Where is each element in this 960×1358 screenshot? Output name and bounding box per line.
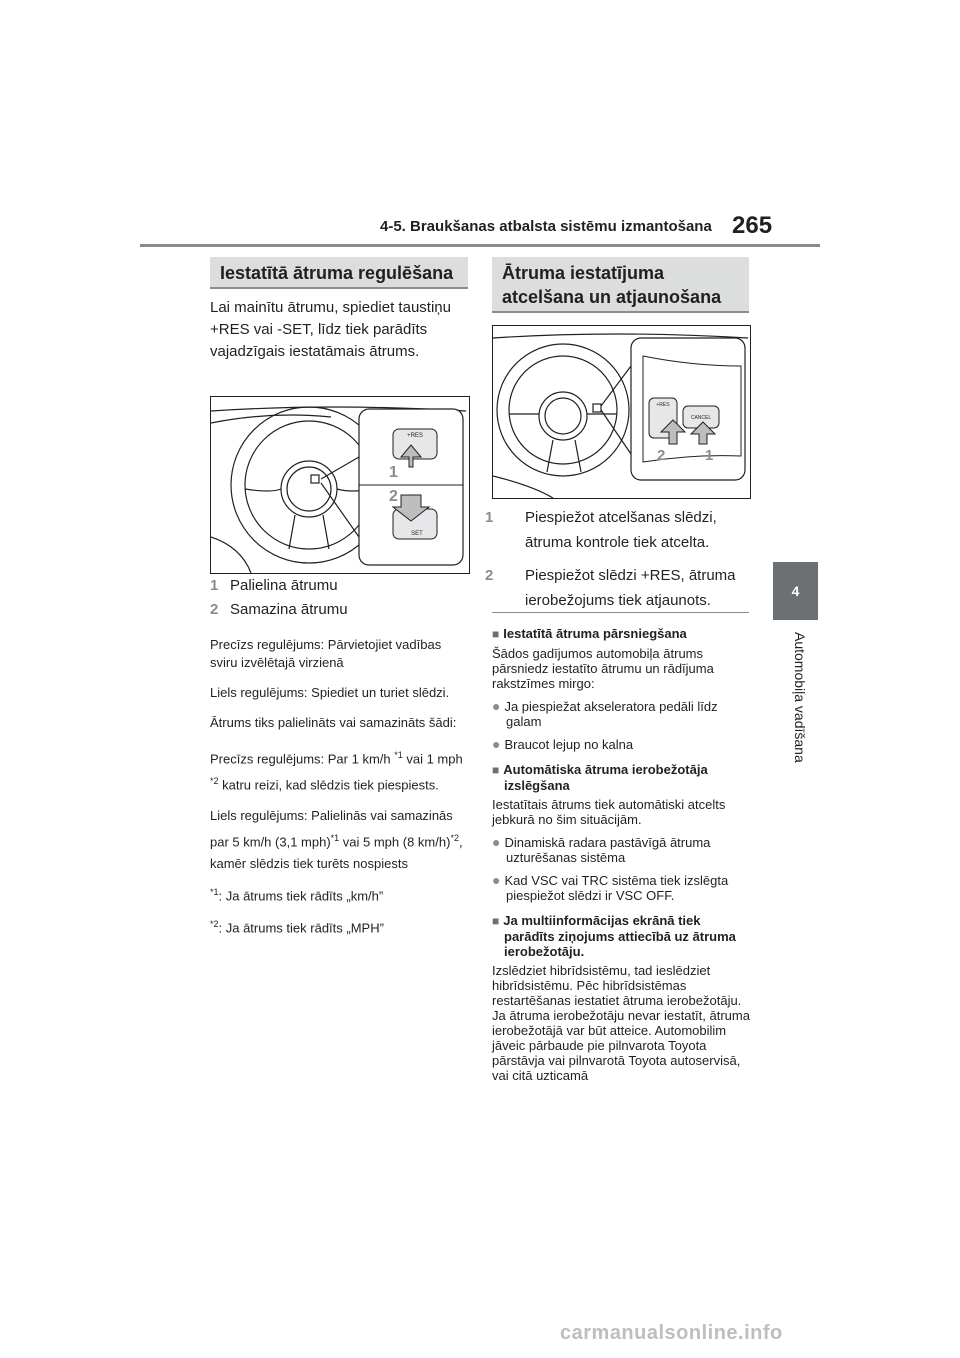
- square-bullet-icon: ■: [492, 763, 500, 777]
- list-item: [485, 505, 750, 555]
- footnote-text: : Ja ātrums tiek rādīts „MPH”: [218, 920, 384, 936]
- bullet-item: [492, 699, 750, 729]
- item-text: Samazina ātrumu: [230, 601, 348, 618]
- item-text: Piespiežot atcelšanas slēdzi, ātruma kontrole tiek atcelta.: [525, 509, 717, 551]
- cancel-button-label: CANCEL: [690, 415, 712, 421]
- text: katru reizi, kad slēdzis tiek piespiests.: [218, 777, 439, 793]
- steering-wheel-figure-cancel-resume: [492, 325, 751, 499]
- steering-wheel-illustration: [493, 326, 750, 498]
- left-section-heading: Iestatītā ātruma regulēšana: [210, 257, 468, 289]
- left-intro-text: Lai mainītu ātrumu, spiediet taustiņu +RES vai -SET, līdz tiek parādīts vajadzīgais iestatāmais ātrums.: [210, 299, 451, 360]
- section-header-title: 4-5. Braukšanas atbalsta sistēmu izmantošana: [380, 218, 712, 235]
- chapter-side-label: [772, 628, 818, 788]
- header-rule: [140, 244, 820, 247]
- bullet-item: [492, 737, 750, 752]
- paragraph: [210, 744, 468, 797]
- page-number: 265: [732, 212, 773, 239]
- text: Liels regulējums: Palielinās vai samazinās par 5 km/h (3,1 mph): [210, 807, 453, 849]
- right-section-heading: [492, 257, 749, 313]
- text: Precīzs regulējums: Par 1 km/h: [210, 751, 395, 767]
- footnote-ref: *1: [394, 750, 403, 760]
- steering-wheel-illustration: [211, 397, 469, 573]
- callout-1: 1: [705, 447, 714, 464]
- res-button-label: +RES: [656, 402, 670, 408]
- paragraph: [210, 805, 468, 875]
- item-number: 1: [485, 509, 494, 526]
- item-number: 2: [210, 601, 219, 618]
- callout-2: 2: [657, 447, 666, 464]
- footnote-ref: *2: [450, 832, 459, 843]
- circle-bullet-icon: ●: [492, 872, 501, 888]
- chapter-number: 4: [791, 583, 800, 599]
- footnote-ref: *2: [210, 776, 219, 787]
- note-heading-text: Ja multiinformācijas ekrānā tiek parādīts ziņojums attiecībā uz ātruma ierobežotāju.: [503, 913, 736, 959]
- square-bullet-icon: ■: [492, 914, 500, 928]
- item-text: Piespiežot slēdzi +RES, ātruma ierobežojums tiek atjaunots.: [525, 567, 736, 609]
- bullet-item: [492, 835, 750, 865]
- chapter-title: Automobiļa vadīšana: [792, 632, 808, 763]
- bullet-text: Braucot lejup no kalna: [504, 737, 634, 752]
- item-number: 2: [485, 567, 494, 584]
- heading-line: Ātruma iestatījuma: [502, 263, 665, 283]
- watermark: carmanualsonline.info: [560, 1322, 783, 1344]
- bullet-item: [492, 873, 750, 903]
- paragraph: Liels regulējums: Spiediet un turiet slēdzi.: [210, 685, 450, 700]
- item-number: 1: [210, 577, 219, 594]
- steering-wheel-figure-speed-adjust: [210, 396, 470, 574]
- note-heading: [492, 913, 750, 959]
- list-item: [210, 598, 468, 622]
- footnote: [210, 915, 468, 937]
- bullet-text: Ja piespiežat akseleratora pedāli līdz galam: [504, 699, 718, 729]
- item-text: Palielina ātrumu: [230, 577, 338, 594]
- note-heading: [492, 762, 750, 793]
- text: , kamēr slēdzis tiek turēts nospiests: [210, 833, 463, 871]
- footnote-ref: *1: [330, 832, 340, 843]
- footnote-text: : Ja ātrums tiek rādīts „km/h”: [218, 888, 384, 904]
- right-notes: [492, 618, 750, 1083]
- bullet-text: Kad VSC vai TRC sistēma tiek izslēgta piespiežot slēdzi ir VSC OFF.: [504, 873, 729, 903]
- circle-bullet-icon: ●: [492, 834, 501, 850]
- section-divider: [492, 612, 749, 613]
- paragraph: Precīzs regulējums: Pārvietojiet vadības sviru izvēlētajā virzienā: [210, 637, 442, 670]
- paragraph: Izslēdziet hibrīdsistēmu, tad ieslēdziet hibrīdsistēmu. Pēc hibrīdsistēmas restartēšanas iestatiet ātruma ierobežotāju. Ja ātruma ierobežotāju nevar iestatīt, ātruma ierobežotājā var būt atteice. Automobilim jāveic pārbaude pie pilnvarota Toyota pārstāvja vai pilnvarotā Toyota autoservisā, vai citā uzticamā: [492, 963, 750, 1083]
- heading-line: atcelšana un atjaunošana: [502, 287, 722, 307]
- circle-bullet-icon: ●: [492, 736, 501, 752]
- list-item: [485, 563, 750, 613]
- note-heading: [492, 626, 750, 642]
- text: vai 5 mph (8 km/h): [339, 833, 451, 849]
- footnote-mark: *2: [210, 919, 219, 930]
- paragraph: Šādos gadījumos automobiļa ātrums pārsniedz iestatīto ātrumu un rādījuma rakstzīmes mirgo:: [492, 646, 714, 691]
- square-bullet-icon: ■: [492, 627, 500, 641]
- right-numbered-list: [485, 505, 750, 621]
- footnote: [210, 883, 468, 905]
- paragraph: Ātrums tiks palielināts vai samazināts šādi:: [210, 715, 457, 730]
- text: vai 1 mph: [402, 751, 463, 767]
- left-content: [210, 574, 468, 938]
- set-button-label: SET: [411, 531, 423, 537]
- chapter-tab[interactable]: [773, 562, 818, 620]
- list-item: [210, 574, 468, 598]
- note-heading-text: Automātiska ātruma ierobežotāja izslēgšana: [503, 762, 708, 793]
- callout-1: 1: [389, 464, 398, 481]
- footnote-mark: *1: [210, 886, 219, 897]
- bullet-text: Dinamiskā radara pastāvīgā ātruma uzturēšanas sistēma: [504, 835, 711, 865]
- paragraph: Iestatītais ātrums tiek automātiski atcelts jebkurā no šim situācijām.: [492, 797, 726, 827]
- callout-2: 2: [389, 488, 398, 505]
- res-button-label: +RES: [407, 433, 423, 439]
- circle-bullet-icon: ●: [492, 698, 501, 714]
- note-heading-text: Iestatītā ātruma pārsniegšana: [503, 626, 687, 641]
